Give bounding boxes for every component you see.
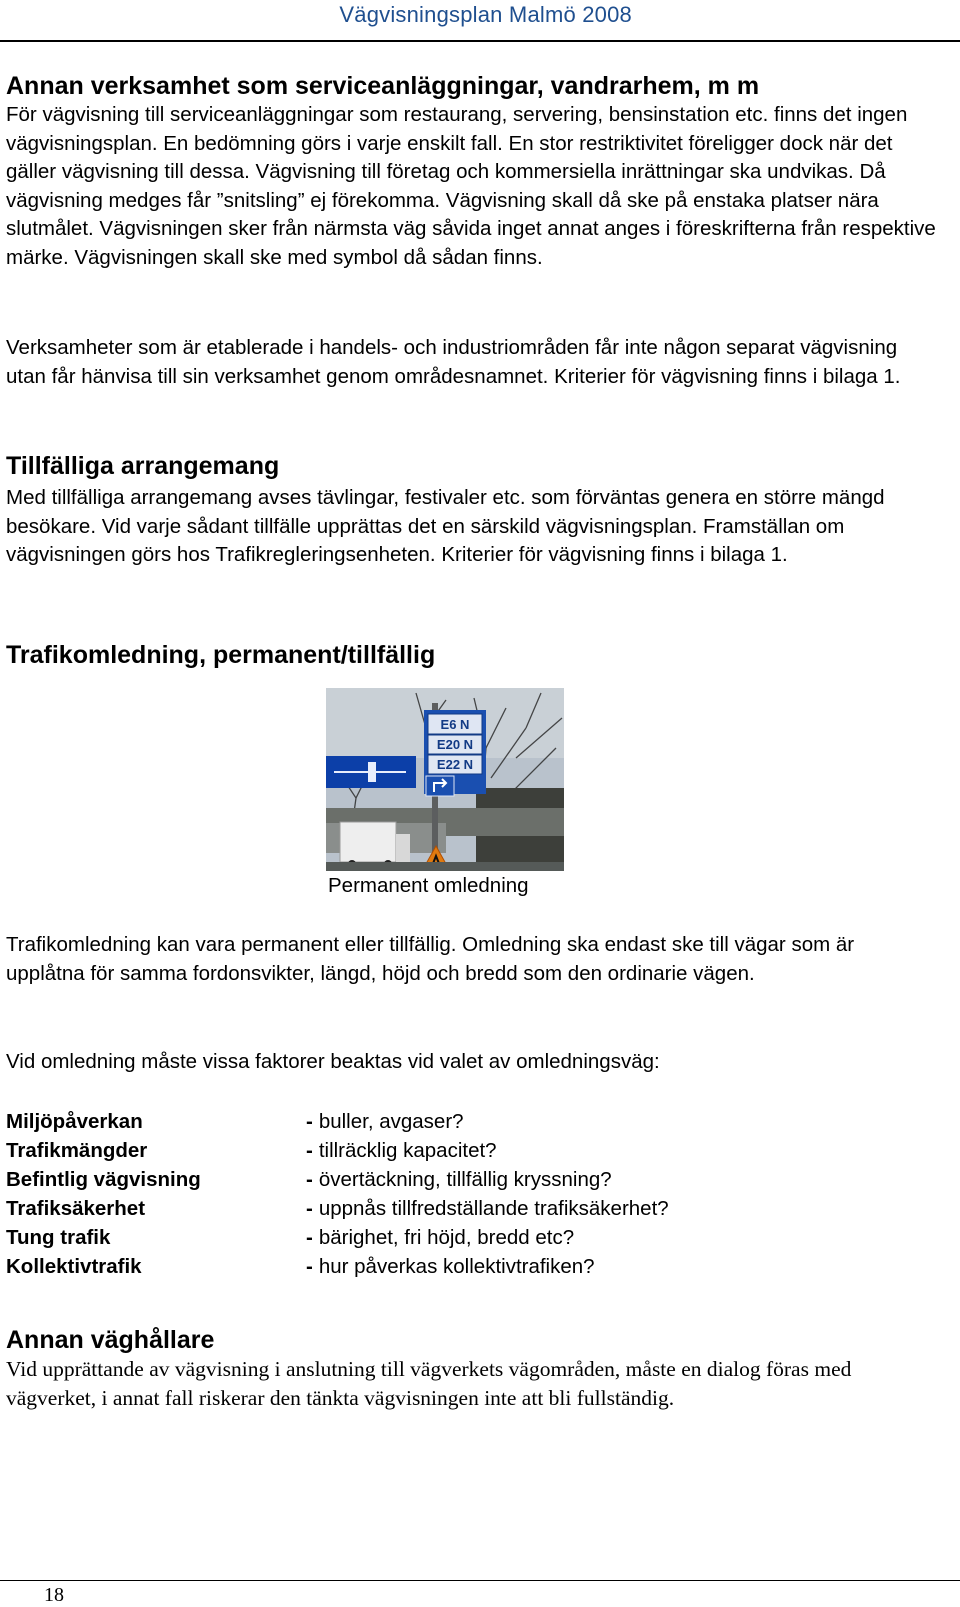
factor-row [6, 1194, 906, 1223]
factor-name: Kollektivtrafik [6, 1254, 142, 1278]
factor-dash: - [306, 1138, 313, 1162]
factor-row [6, 1107, 906, 1136]
sign-line-3: E22 N [436, 757, 474, 772]
section-heading: Tillfälliga arrangemang [6, 452, 280, 480]
section-detour [6, 640, 936, 670]
paragraph: Vid omledning måste vissa faktorer beaktas vid valet av omledningsväg: [6, 1050, 660, 1073]
paragraph: Verksamheter som är etablerade i handels- och industriområden får inte någon separat vägvisning utan får hänvisa till sin verksamhet genom områdesnamnet. Kriterier för vägvisning finns i bilaga 1. [6, 336, 901, 388]
factor-name: Trafikmängder [6, 1138, 148, 1162]
factor-desc: tillräcklig kapacitet? [318, 1138, 497, 1162]
factor-dash: - [306, 1167, 313, 1191]
factor-row [6, 1223, 906, 1252]
factor-name: Befintlig vägvisning [6, 1167, 201, 1191]
section-temporary [6, 451, 936, 481]
factor-dash: - [306, 1254, 313, 1278]
paragraph: För vägvisning till serviceanläggningar som restaurang, servering, bensinstation etc. finns det ingen vägvisningsplan. En bedömning görs i varje enskilt fall. En stor restriktivitet föreligger dock när det gäller vägvisning till dessa. Vägvisning till företag och kommersiella inrättningar ska undvikas. Då vägvisning medges får ”snitsling” ej förekomma. Vägvisning skall då ske på enstaka platser nära slutmålet. Vägvisningen sker från närmsta väg såvida inget annat anges i föreskrifterna från respektive märke. Vägvisningen skall ske med symbol då sådan finns. [6, 103, 936, 269]
section-service [6, 71, 936, 272]
factor-row [6, 1136, 906, 1165]
factor-name: Tung trafik [6, 1225, 111, 1249]
factor-list [6, 1107, 906, 1281]
factor-desc: bärighet, fri höjd, bredd etc? [318, 1225, 575, 1249]
paragraph: Med tillfälliga arrangemang avses tävlingar, festivaler etc. som förväntas genera en större mängd besökare. Vid varje sådant tillfälle upprättas det en särskild vägvisningsplan. Framställan om vägvisningen görs hos Trafikregleringsenheten. Kriterier för vägvisning finns i bilaga 1. [6, 486, 885, 566]
section-other [6, 1325, 936, 1413]
road-sign-photo [326, 688, 564, 871]
sign-line-2: E20 N [436, 737, 474, 752]
section-detour-body [6, 931, 936, 988]
factor-desc: buller, avgaser? [318, 1109, 464, 1133]
footer-rule [0, 1580, 960, 1581]
factor-desc: övertäckning, tillfällig kryssning? [318, 1167, 612, 1191]
factor-dash: - [306, 1109, 313, 1133]
paragraph: Vid upprättande av vägvisning i anslutning till vägverkets vägområden, måste en dialog föras med vägverket, i annat fall riskerar den tänkta vägvisningen inte att bli fullständig. [6, 1357, 852, 1410]
running-header: Vägvisningsplan Malmö 2008 [339, 2, 632, 27]
section-heading: Trafikomledning, permanent/tillfällig [6, 641, 436, 669]
section-heading: Annan verksamhet som serviceanläggningar, vandrarhem, m m [6, 72, 760, 100]
header-rule [0, 40, 960, 42]
factor-row [6, 1252, 906, 1281]
factor-name: Miljöpåverkan [6, 1109, 143, 1133]
paragraph: Trafikomledning kan vara permanent eller tillfällig. Omledning ska endast ske till vägar som är upplåtna för samma fordonsvikter, längd, höjd och bredd som den ordinarie vägen. [6, 933, 855, 985]
factor-desc: hur påverkas kollektivtrafiken? [318, 1254, 595, 1278]
factor-desc: uppnås tillfredställande trafiksäkerhet? [318, 1196, 669, 1220]
factor-row [6, 1165, 906, 1194]
sign-line-1: E6 N [440, 717, 470, 732]
figure-caption: Permanent omledning [328, 874, 529, 897]
section-service-p2 [6, 334, 936, 391]
section-heading: Annan väghållare [6, 1326, 215, 1354]
factor-name: Trafiksäkerhet [6, 1196, 146, 1220]
section-temporary-body [6, 484, 936, 570]
page-number: 18 [44, 1584, 64, 1606]
factor-dash: - [306, 1196, 313, 1220]
factor-dash: - [306, 1225, 313, 1249]
section-detour-intro [6, 1048, 936, 1077]
